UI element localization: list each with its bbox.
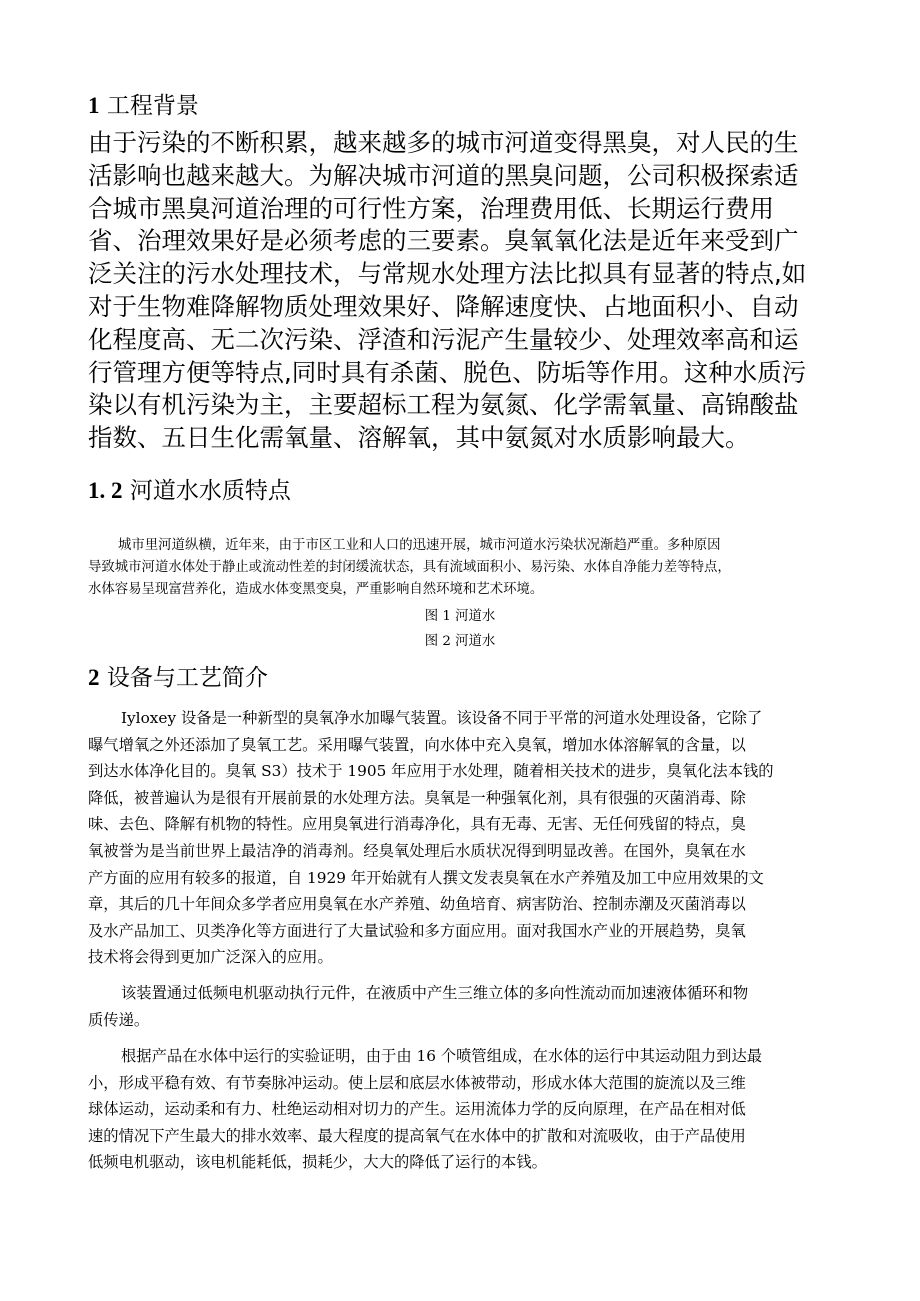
text-line: 化程度高、无二次污染、浮渣和污泥产生量较少、处理效率高和运 xyxy=(88,324,799,354)
section-title: 设备与工艺简介 xyxy=(106,665,268,691)
text-line: 低频电机驱动，该电机能耗低，损耗少，大大的降低了运行的本钱。 xyxy=(88,1153,547,1172)
text-line: Iyloxey 设备是一种新型的臭氧净水加曝气装置。该设备不同于平常的河道水处理设备，它除了 xyxy=(121,709,763,727)
text-line: 氧被誉为是当前世界上最洁净的消毒剂。经臭氧处理后水质状况得到明显改善。在国外，臭氧在水 xyxy=(88,841,746,860)
text-line: 城市里河道纵横，近年来，由于市区工业和人口的迅速开展，城市河道水污染状况渐趋严重。多种原因 xyxy=(118,538,721,553)
text-line: 速的情况下产生最大的排水效率、最大程度的提高氧气在水体中的扩散和对流吸收，由于产品使用 xyxy=(88,1126,746,1145)
text-line: 对于生物难降解物质处理效果好、降解速度快、占地面积小、自动 xyxy=(88,291,799,321)
text-line: 降低，被普遍认为是很有开展前景的水处理方法。臭氧是一种强氧化剂，具有很强的灭菌消毒、除 xyxy=(88,788,746,807)
figure-2-caption: 图 2 河道水 xyxy=(424,634,496,649)
text-line: 合城市黑臭河道治理的可行性方案，治理费用低、长期运行费用 xyxy=(88,193,774,223)
section-2-heading xyxy=(88,663,268,693)
text-line: 味、去色、降解有机物的特性。应用臭氧进行消毒净化，具有无毒、无害、无任何残留的特点，臭 xyxy=(88,815,746,834)
text-line: 染以有机污染为主，主要超标工程为氨氮、化学需氧量、高锦酸盐 xyxy=(88,390,799,420)
text-line: 到达水体净化目的。臭氧 S3）技术于 1905 年应用于水处理，随着相关技术的进步，臭氧化法本钱的 xyxy=(88,762,774,781)
section-2-paragraph-3 xyxy=(88,1043,833,1176)
figure-1-caption: 图 1 河道水 xyxy=(424,609,496,624)
section-title: 河道水水质特点 xyxy=(129,478,291,504)
section-2-paragraph-2 xyxy=(88,980,833,1033)
text-line: 质传递。 xyxy=(88,1010,150,1029)
section-1-2-body xyxy=(88,535,838,601)
text-line: 泛关注的污水处理技术，与常规水处理方法比拟具有显著的特点,如 xyxy=(88,259,807,289)
text-line: 曝气增氧之外还添加了臭氧工艺。采用曝气装置，向水体中充入臭氧，增加水体溶解氧的含量，以 xyxy=(88,735,746,754)
text-line: 行管理方便等特点,同时具有杀菌、脱色、防垢等作用。这种水质污 xyxy=(88,357,807,387)
text-line: 及水产品加工、贝类净化等方面进行了大量试验和多方面应用。面对我国水产业的开展趋势，臭氧 xyxy=(88,921,746,940)
text-line: 省、治理效果好是必须考虑的三要素。臭氧氧化法是近年来受到广 xyxy=(88,226,799,256)
text-line: 由于污染的不断积累，越来越多的城市河道变得黑臭，对人民的生 xyxy=(88,128,799,157)
text-line: 根据产品在水体中运行的实验证明，由于由 16 个喷管组成，在水体的运行中其运动阻力到达最 xyxy=(121,1047,763,1065)
section-number: 2 xyxy=(88,665,100,690)
text-line: 该装置通过低频电机驱动执行元件，在液质中产生三维立体的多向性流动而加速液体循环和物 xyxy=(121,984,749,1002)
section-title: 工程背景 xyxy=(106,93,199,119)
section-2-paragraph-1 xyxy=(88,705,833,971)
text-line: 小，形成平稳有效、有节奏脉冲运动。使上层和底层水体被带动，形成水体大范围的旋流以及三维 xyxy=(88,1073,746,1092)
text-line: 球体运动，运动柔和有力、杜绝运动相对切力的产生。运用流体力学的反向原理，在产品在相对低 xyxy=(88,1100,746,1119)
text-line: 产方面的应用有较多的报道，自 1929 年开始就有人撰文发表臭氧在水产养殖及加工中应用效果的文 xyxy=(88,868,764,887)
section-1-body xyxy=(88,127,828,455)
section-number: 1. 2 xyxy=(88,478,123,503)
section-number: 1 xyxy=(88,93,100,118)
text-line: 导致城市河道水体处于静止或流动性差的封闭缓流状态，具有流域面积小、易污染、水体自净能力差等特点， xyxy=(88,560,731,575)
text-line: 指数、五日生化需氧量、溶解氧，其中氨氮对水质影响最大。 xyxy=(88,423,750,453)
text-line: 活影响也越来越大。为解决城市河道的黑臭问题，公司积极探索适 xyxy=(88,160,799,190)
text-line: 水体容易呈现富营养化，造成水体变黑变臭，严重影响自然环境和艺术环境。 xyxy=(88,582,544,597)
text-line: 技术将会得到更加广泛深入的应用。 xyxy=(88,948,333,967)
section-1-2-heading xyxy=(88,476,291,506)
text-line: 章，其后的几十年间众多学者应用臭氧在水产养殖、幼鱼培育、病害防治、控制赤潮及灭菌消毒以 xyxy=(88,895,746,914)
section-1-heading xyxy=(88,91,199,121)
